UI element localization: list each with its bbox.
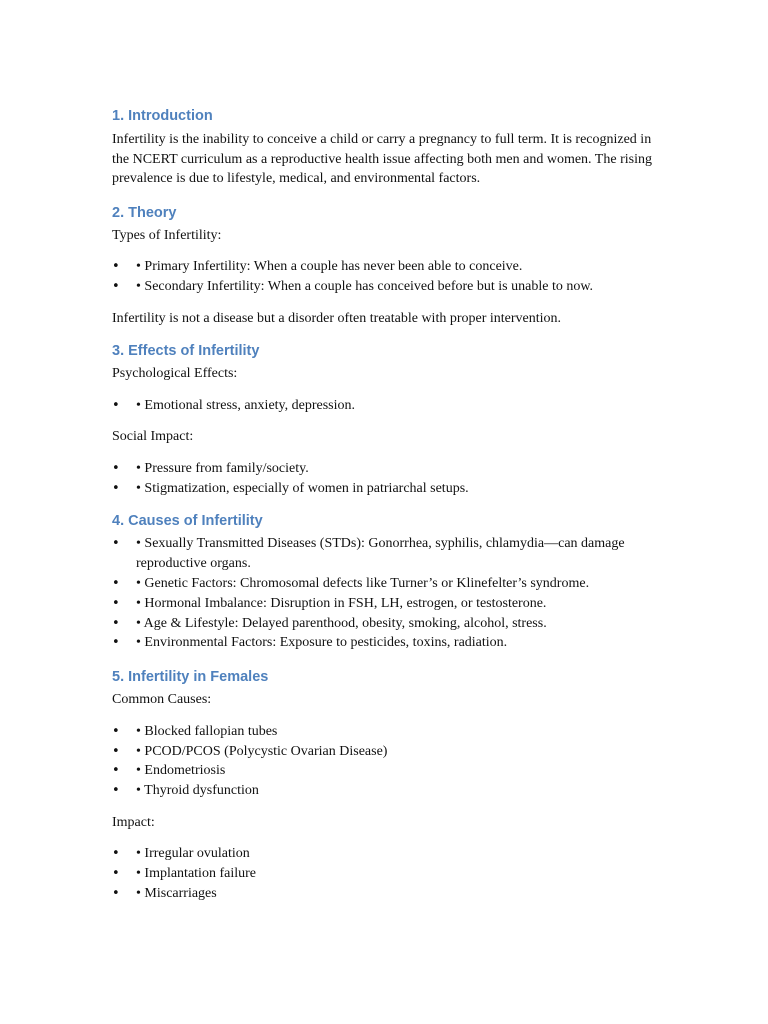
bullet-marker: • <box>112 460 120 476</box>
section-heading: 1. Introduction <box>112 108 213 124</box>
section-effects <box>112 341 668 498</box>
section-introduction <box>112 106 668 189</box>
section-causes <box>112 511 668 653</box>
bullet-marker: • <box>112 846 120 862</box>
list-item: • • Implantation failure <box>112 864 668 884</box>
section-heading: 2. Theory <box>112 204 177 221</box>
list-item: • • Genetic Factors: Chromosomal defects like Turner’s or Klinefelter’s syndrome. <box>112 574 668 594</box>
causes-list <box>112 534 668 653</box>
bullet-marker: • <box>112 635 120 651</box>
psychological-effects-list <box>112 396 668 416</box>
bullet-marker: • <box>112 397 120 413</box>
list-item: • • Sexually Transmitted Diseases (STDs): Gonorrhea, syphilis, chlamydia—can damage reproductive organs. <box>112 536 625 572</box>
list-item: • • Primary Infertility: When a couple has never been able to conceive. <box>112 257 668 277</box>
list-item: • • Pressure from family/society. <box>112 459 668 479</box>
section-heading: 4. Causes of Infertility <box>112 513 263 530</box>
theory-closing: Infertility is not a disease but a disorder often treatable with proper intervention. <box>112 310 562 326</box>
list-item: • • Environmental Factors: Exposure to pesticides, toxins, radiation. <box>112 633 668 653</box>
section-heading: 3. Effects of Infertility <box>112 343 260 360</box>
psychological-effects-label: Psychological Effects: <box>112 366 238 382</box>
common-causes-label: Common Causes: <box>112 692 212 708</box>
list-item: • • Blocked fallopian tubes <box>112 722 668 742</box>
list-item: • • Hormonal Imbalance: Disruption in FSH, LH, estrogen, or testosterone. <box>112 594 668 614</box>
list-item: • • Stigmatization, especially of women in patriarchal setups. <box>112 479 668 499</box>
list-item: • • Miscarriages <box>112 884 668 904</box>
social-impact-label: Social Impact: <box>112 429 194 445</box>
section-females <box>112 667 668 904</box>
bullet-marker: • <box>112 723 120 739</box>
impact-list <box>112 844 668 903</box>
bullet-marker: • <box>112 743 120 759</box>
bullet-marker: • <box>112 866 120 882</box>
list-item: • • Endometriosis <box>112 761 668 781</box>
section-heading: 5. Infertility in Females <box>112 669 269 686</box>
bullet-marker: • <box>112 278 120 294</box>
bullet-marker: • <box>112 615 120 631</box>
introduction-paragraph: Infertility is the inability to conceive a child or carry a pregnancy to full term. It is recognized in the NCERT curriculum as a reproductive health issue affecting both men and women. The rising prevalence is due to lifestyle, medical, and environmental factors. <box>112 132 652 186</box>
common-causes-list <box>112 722 668 801</box>
list-item: • • Secondary Infertility: When a couple has conceived before but is unable to now. <box>112 277 668 297</box>
list-item: • • Irregular ovulation <box>112 844 668 864</box>
theory-intro: Types of Infertility: <box>112 227 222 243</box>
bullet-marker: • <box>112 783 120 799</box>
bullet-marker: • <box>112 595 120 611</box>
bullet-marker: • <box>112 480 120 496</box>
list-item: • • Age & Lifestyle: Delayed parenthood, obesity, smoking, alcohol, stress. <box>112 614 668 634</box>
bullet-marker: • <box>112 886 120 902</box>
section-theory <box>112 203 668 329</box>
impact-label: Impact: <box>112 814 155 830</box>
list-item: • • Thyroid dysfunction <box>112 781 668 801</box>
bullet-marker: • <box>112 259 120 274</box>
social-impact-list <box>112 459 668 499</box>
list-item: • • PCOD/PCOS (Polycystic Ovarian Disease) <box>112 742 668 762</box>
theory-list <box>112 257 668 297</box>
bullet-marker: • <box>112 763 120 779</box>
list-item: • • Emotional stress, anxiety, depression. <box>112 396 668 416</box>
bullet-marker: • <box>112 536 120 552</box>
bullet-marker: • <box>112 576 120 592</box>
